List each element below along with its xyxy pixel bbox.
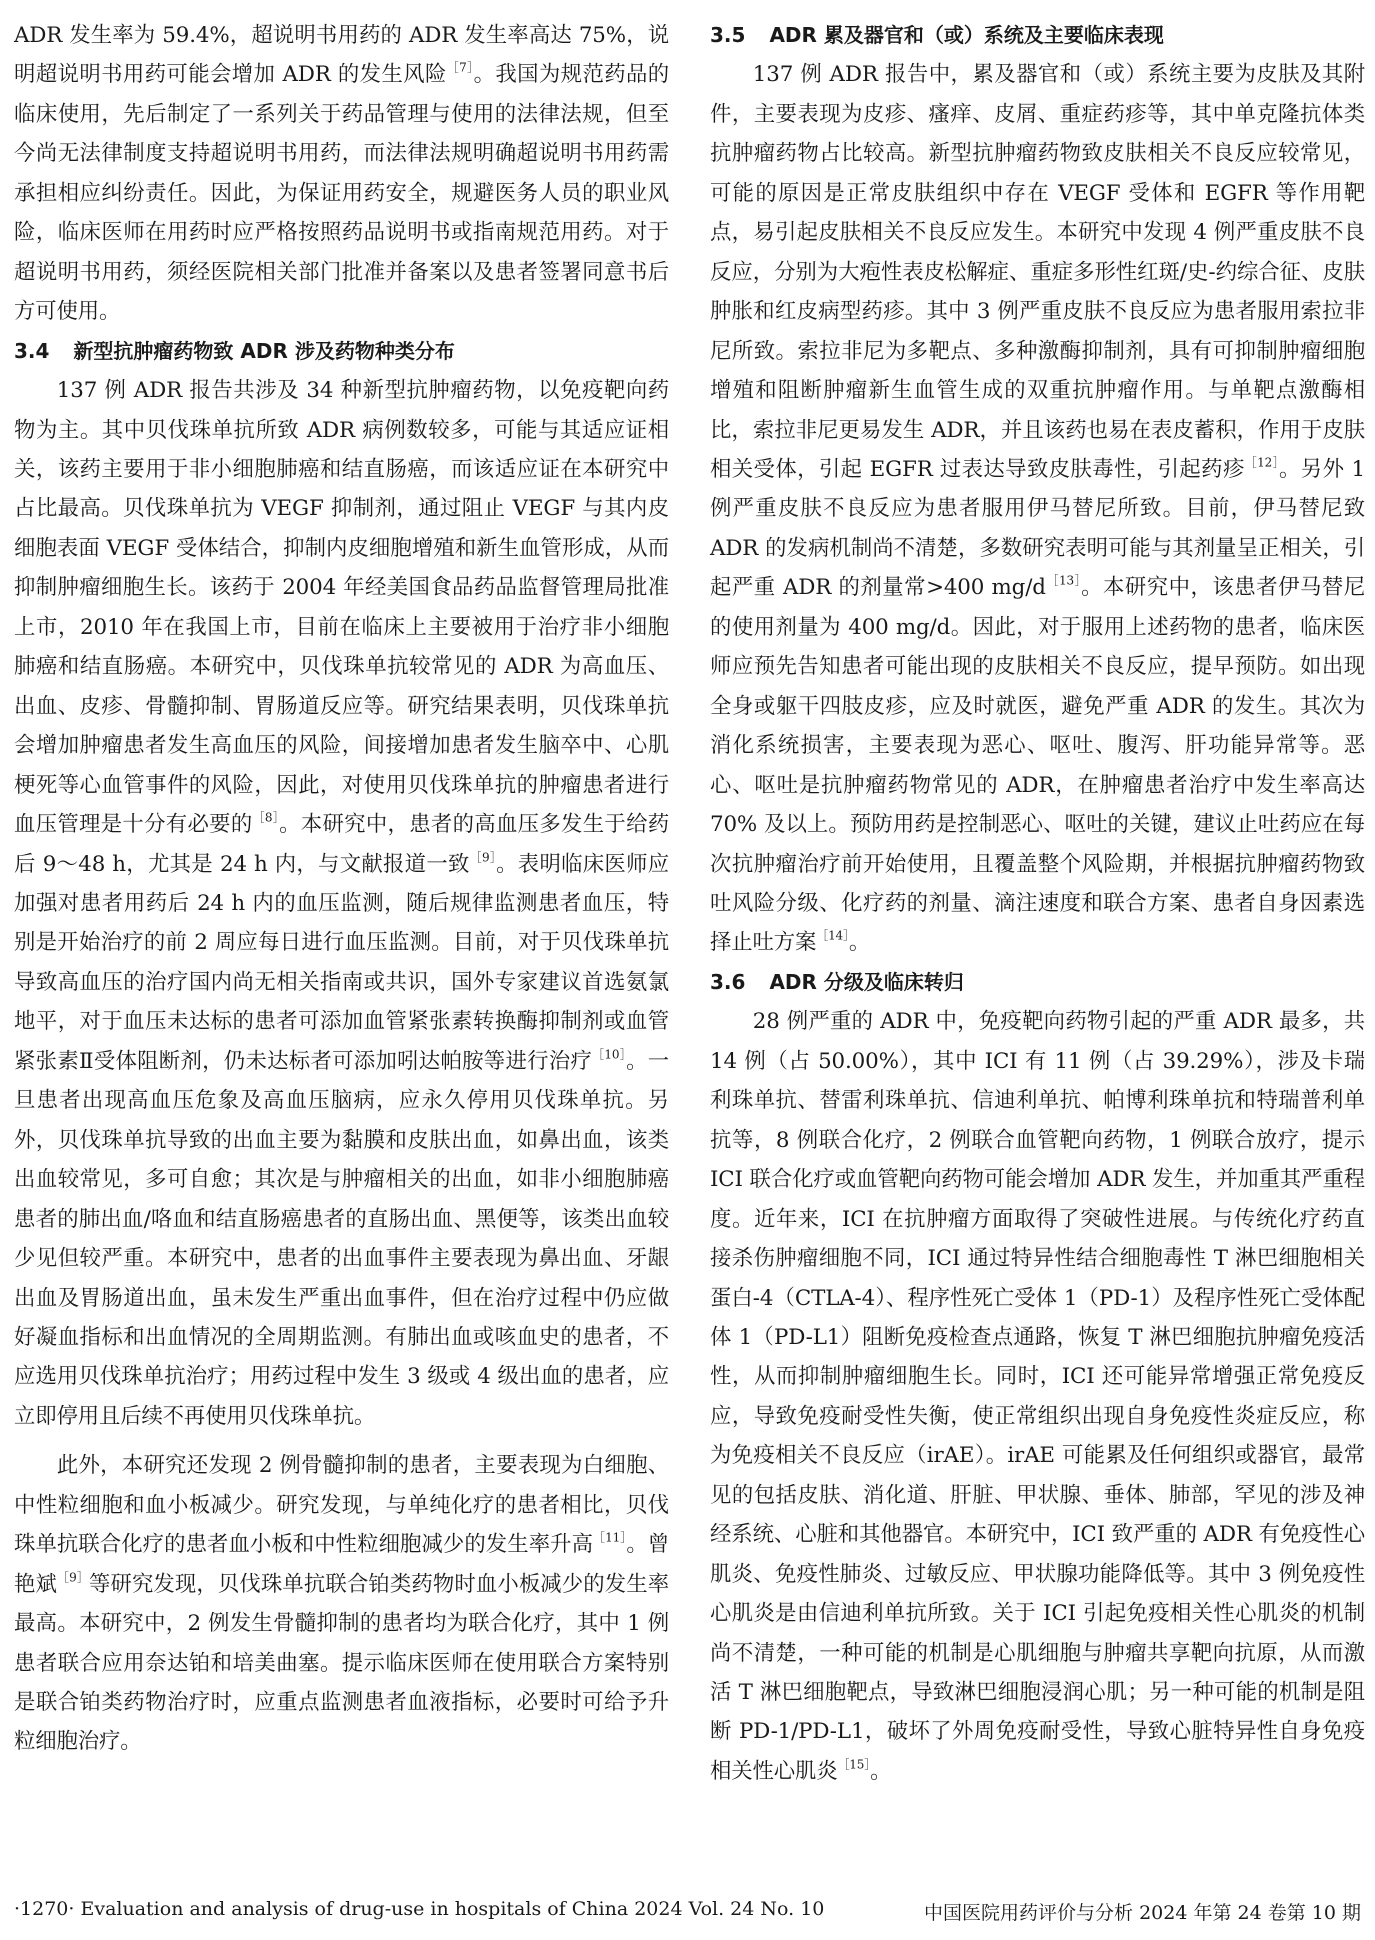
text-run: 。一旦患者出现高血压危象及高血压脑病，应永久停用贝伐珠单抗。另外，贝伐珠单抗导致的出血主要为黏膜和皮肤出血，如鼻出血，该类出血较常见，多可自愈；其次是与肿瘤相关的出血，如非小细胞肺癌患者的肺出血/咯血和结直肠癌患者的直肠出血、黑便等，该类出血较少见但较严重。本研究中，患者的出血事件主要表现为鼻出血、牙龈出血及胃肠道出血，虽未发生严重出血事件，但在治疗过程中仍应做好凝血指标和出血情况的全周期监测。有肺出血或咳血史的患者，不应选用贝伐珠单抗治疗；用药过程中发生 3 级或 4 级出血的患者，应立即停用且后续不再使用贝伐珠单抗。: [14, 1048, 670, 1429]
footer-journal-en: ·1270· Evaluation and analysis of drug-use in hospitals of China 2024 Vol. 24 No. 10: [14, 1898, 825, 1920]
text-run: 。本研究中，患者的高血压多发生于给药后 9～48 h，尤其是 24 h 内，与文献报道一致: [14, 812, 670, 877]
section-title: 新型抗肿瘤药物致 ADR 涉及药物种类分布: [73, 338, 455, 363]
citation-ref: ［9］: [57, 1570, 89, 1585]
section-title: ADR 累及器官和（或）系统及主要临床表现: [769, 23, 1164, 47]
citation-ref: ［12］: [1244, 455, 1280, 470]
citation-ref: ［15］: [837, 1757, 871, 1772]
footer-journal-cn: 中国医院用药评价与分析 2024 年第 24 卷第 10 期: [924, 1902, 1361, 1924]
text-run: 137 例 ADR 报告中，累及器官和（或）系统主要为皮肤及其附件，主要表现为皮疹、瘙痒、皮屑、重症药疹等，其中单克隆抗体类抗肿瘤药物占比较高。新型抗肿瘤药物致皮肤相关不良反应较常见，可能的原因是正常皮肤组织中存在 VEGF 受体和 EGFR 等作用靶点，易引起皮肤相关不良反应发生。本研究中发现 4 例严重皮肤不良反应，分别为大疱性表皮松解症、重症多形性红斑/史-约综合征、皮肤肿胀和红皮病型药疹。其中 3 例严重皮肤不良反应为患者服用索拉非尼所致。索拉非尼为多靶点、多种激酶抑制剂，具有可抑制肿瘤细胞增殖和阻断肿瘤新生血管生成的双重抗肿瘤作用。与单靶点激酶相比，索拉非尼更易发生 ADR，并且该药也易在表皮蓄积，作用于皮肤相关受体，引起 EGFR 过表达导致皮肤毒性，引起药疹: [710, 62, 1365, 482]
body-paragraph: [710, 55, 1365, 962]
section-number: 3.4: [14, 338, 50, 363]
text-run: 28 例严重的 ADR 中，免疫靶向药物引起的严重 ADR 最多，共 14 例（占 50.00%），其中 ICI 有 11 例（占 39.29%），涉及卡瑞利珠单抗、替雷利珠单抗、信迪利单抗、帕博利珠单抗和特瑞普利单抗等，8 例联合化疗，2 例联合血管靶向药物，1 例联合放疗，提示 ICI 联合化疗或血管靶向药物可能会增加 ADR 发生，并加重其严重程度。近年来，ICI 在抗肿瘤方面取得了突破性进展。与传统化疗药直接杀伤肿瘤细胞不同，ICI 通过特异性结合细胞毒性 T 淋巴细胞相关蛋白-4（CTLA-4）、程序性死亡受体 1（PD-1）及程序性死亡受体配体 1（PD-L1）阻断免疫检查点通路，恢复 T 淋巴细胞抗肿瘤免疫活性，从而抑制肿瘤细胞生长。同时，ICI 还可能异常增强正常免疫反应，导致免疫耐受性失衡，使正常组织出现自身免疫性炎症反应，称为免疫相关不良反应（irAE）。irAE 可能累及任何组织或器官，最常见的包括皮肤、消化道、肝脏、甲状腺、垂体、肺部，罕见的涉及神经系统、心脏和其他器官。本研究中，ICI 致严重的 ADR 有免疫性心肌炎、免疫性肺炎、过敏反应、甲状腺功能降低等。其中 3 例免疫性心肌炎是由信迪利单抗所致。关于 ICI 引起免疫相关性心肌炎的机制尚不清楚，一种可能的机制是心肌细胞与肿瘤共享靶向抗原，从而激活 T 淋巴细胞靶点，导致淋巴细胞浸润心肌；另一种可能的机制是阻断 PD-1/PD-L1，破坏了外周免疫耐受性，导致心脏特异性自身免疫相关性心肌炎: [710, 1009, 1365, 1784]
section-number: 3.5: [710, 23, 746, 47]
left-column: [14, 16, 669, 1762]
body-paragraph: [14, 1446, 669, 1762]
section-heading-3-4: [14, 332, 669, 371]
citation-ref: ［7］: [446, 60, 474, 75]
citation-ref: ［13］: [1045, 573, 1082, 588]
section-heading-3-5: [710, 16, 1365, 55]
text-run: 。: [870, 1758, 892, 1784]
body-paragraph: [710, 1002, 1365, 1791]
body-paragraph: [14, 371, 669, 1436]
text-run: 。: [848, 930, 871, 956]
citation-ref: ［11］: [593, 1530, 627, 1545]
text-run: 。本研究中，该患者伊马替尼的使用剂量为 400 mg/d。因此，对于服用上述药物的患者，临床医师应预先告知患者可能出现的皮肤相关不良反应，提早预防。如出现全身或躯干四肢皮疹，应及时就医，避免严重 ADR 的发生。其次为消化系统损害，主要表现为恶心、呕吐、腹泻、肝功能异常等。恶心、呕吐是抗肿瘤药物常见的 ADR，在肿瘤患者治疗中发生率高达 70% 及以上。预防用药是控制恶心、呕吐的关键，建议止吐药应在每次抗肿瘤治疗前开始使用，且覆盖整个风险期，并根据抗肿瘤药物致吐风险分级、化疗药的剂量、滴注速度和联合方案、患者自身因素选择止吐方案: [710, 575, 1365, 956]
section-title: ADR 分级及临床转归: [769, 969, 964, 994]
citation-ref: ［10］: [592, 1047, 627, 1062]
text-run: 此外，本研究还发现 2 例骨髓抑制的患者，主要表现为白细胞、中性粒细胞和血小板减少。研究发现，与单纯化疗的患者相比，贝伐珠单抗联合化疗的患者血小板和中性粒细胞减少的发生率升高: [14, 1453, 669, 1558]
section-heading-3-6: [710, 963, 1365, 1002]
text-run: 。我国为规范药品的临床使用，先后制定了一系列关于药品管理与使用的法律法规，但至今尚无法律制度支持超说明书用药，而法律法规明确超说明书用药需承担相应纠纷责任。因此，为保证用药安全，规避医务人员的职业风险，临床医师在用药时应严格按照药品说明书或指南规范用药。对于超说明书用药，须经医院相关部门批准并备案以及患者签署同意书后方可使用。: [14, 62, 670, 325]
intro-paragraph: [14, 16, 669, 332]
right-column: [710, 16, 1365, 1791]
text-run: 。另外 1 例严重皮肤不良反应为患者服用伊马替尼所致。目前，伊马替尼致 ADR 的发病机制尚不清楚，多数研究表明可能与其剂量呈正相关，引起严重 ADR 的剂量常>400 mg/d: [710, 456, 1365, 601]
page-footer: [14, 1898, 1361, 1926]
section-number: 3.6: [710, 969, 746, 994]
text-run: ADR 发生率为 59.4%，超说明书用药的 ADR 发生率高达 75%，说明超说明书用药可能会增加 ADR 的发生风险: [14, 23, 669, 88]
citation-ref: ［8］: [252, 810, 280, 825]
citation-ref: ［9］: [469, 849, 497, 864]
text-run: 。表明临床医师应加强对患者用药后 24 h 内的血压监测，随后规律监测患者血压，特别是开始治疗的前 2 周应每日进行血压监测。目前，对于贝伐珠单抗导致高血压的治疗国内尚无相关指南或共识，国外专家建议首选氨氯地平，对于血压未达标的患者可添加血管紧张素转换酶抑制剂或血管紧张素Ⅱ受体阻断剂，仍未达标者可添加吲达帕胺等进行治疗: [14, 851, 669, 1074]
text-run: 等研究发现，贝伐珠单抗联合铂类药物时血小板减少的发生率最高。本研究中，2 例发生骨髓抑制的患者均为联合化疗，其中 1 例患者联合应用奈达铂和培美曲塞。提示临床医师在使用联合方案特别是联合铂类药物治疗时，应重点监测患者血液指标，必要时可给予升粒细胞治疗。: [14, 1571, 670, 1755]
text-run: 。曾艳斌: [14, 1532, 670, 1597]
text-run: 137 例 ADR 报告共涉及 34 种新型抗肿瘤药物，以免疫靶向药物为主。其中贝伐珠单抗所致 ADR 病例数较多，可能与其适应证相关，该药主要用于非小细胞肺癌和结直肠癌，而该适应证在本研究中占比最高。贝伐珠单抗为 VEGF 抑制剂，通过阻止 VEGF 与其内皮细胞表面 VEGF 受体结合，抑制内皮细胞增殖和新生血管形成，从而抑制肿瘤细胞生长。该药于 2004 年经美国食品药品监督管理局批准上市，2010 年在我国上市，目前在临床上主要被用于治疗非小细胞肺癌和结直肠癌。本研究中，贝伐珠单抗较常见的 ADR 为高血压、出血、皮疹、骨髓抑制、胃肠道反应等。研究结果表明，贝伐珠单抗会增加肿瘤患者发生高血压的风险，间接增加患者发生脑卒中、心肌梗死等心血管事件的风险，因此，对使用贝伐珠单抗的肿瘤患者进行血压管理是十分有必要的: [14, 378, 669, 838]
citation-ref: ［14］: [816, 928, 849, 943]
